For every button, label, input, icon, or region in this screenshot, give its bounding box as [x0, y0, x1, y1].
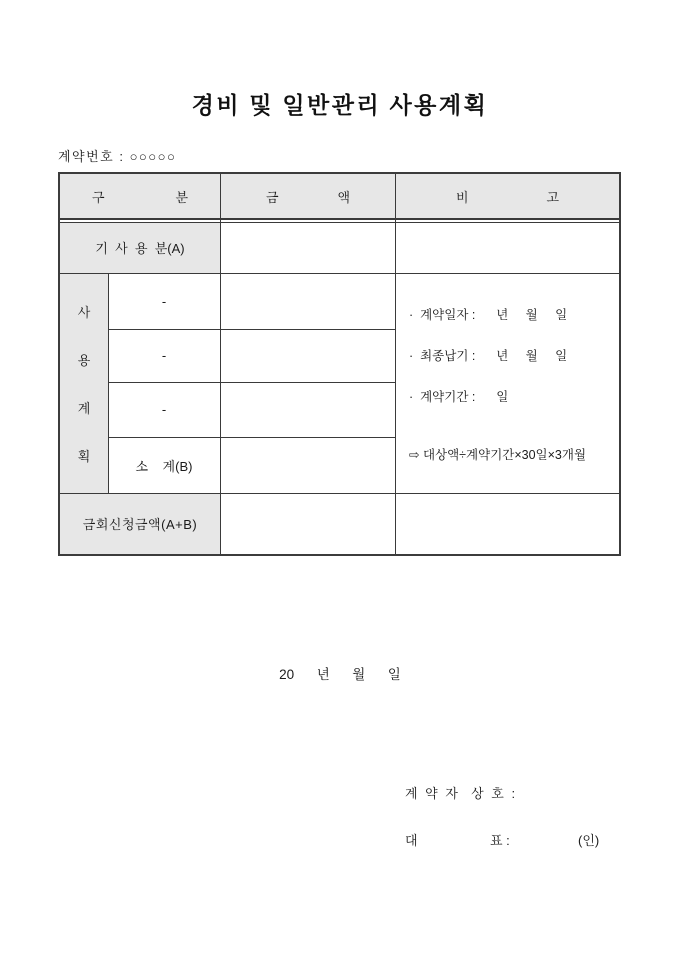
- plan-vertical-char-2: 용: [77, 352, 91, 368]
- plan-item-label-3: -: [161, 402, 167, 417]
- formula-text: 대상액÷계약기간×30일×3개월: [419, 448, 587, 462]
- remark-contract-date: · 계약일자 : 년 월 일: [409, 308, 568, 322]
- header-remarks-right: 고: [546, 189, 559, 205]
- remark-formula: [409, 445, 586, 463]
- right-arrow-icon: ⇨: [409, 448, 420, 462]
- rep-label-left: 대: [405, 833, 418, 848]
- plan-amount-cell-1: [221, 273, 395, 329]
- seal-placeholder: (인): [578, 833, 600, 848]
- used-amount-label: 기 사 용 분(A): [95, 241, 185, 256]
- plan-vertical-char-3: 계: [77, 400, 91, 416]
- subtotal-amount-cell: [221, 437, 395, 493]
- remark-contract-period: · 계약기간 : 일: [409, 390, 509, 404]
- header-category-right: 분: [175, 189, 188, 205]
- plan-item-label-2: -: [161, 348, 167, 363]
- signer-representative-line: [405, 830, 635, 848]
- total-request-label: 금회신청금액(A+B): [82, 517, 198, 532]
- subtotal-label: 소 계(B): [135, 458, 193, 474]
- remarks-merged-cell: [396, 273, 619, 493]
- plan-item-label-1: -: [161, 293, 167, 309]
- plan-vertical-char-1: 사: [77, 304, 91, 320]
- header-remarks-left: 비: [456, 189, 469, 205]
- total-remarks-cell: [396, 493, 619, 554]
- expense-plan-table: [58, 172, 621, 556]
- plan-vertical-label: [60, 273, 108, 493]
- header-double-line-top: [60, 218, 619, 220]
- contract-number: 계약번호 : ○○○○○: [58, 149, 177, 164]
- remark-final-delivery: · 최종납기 : 년 월 일: [409, 349, 568, 363]
- total-amount-cell: [221, 493, 395, 554]
- header-amount-right: 액: [337, 189, 350, 205]
- signer-company-label: 계 약 자 상 호 :: [405, 786, 518, 801]
- plan-amount-cell-3: [221, 382, 395, 437]
- plan-vertical-char-4: 획: [77, 448, 91, 464]
- used-amount-value-cell: [221, 222, 395, 273]
- document-title: 경비 및 일반관리 사용계획: [191, 93, 489, 118]
- rep-label-mid: 표 :: [490, 833, 510, 848]
- used-amount-remarks-cell: [396, 222, 619, 273]
- header-cell-amount: [221, 174, 395, 218]
- header-amount-left: 금: [266, 189, 279, 205]
- header-cell-remarks: [396, 174, 619, 218]
- header-category-left: 구: [92, 189, 105, 205]
- header-cell-category: [60, 174, 220, 218]
- plan-amount-cell-2: [221, 329, 395, 382]
- date-line: 20 년 월 일: [279, 667, 401, 682]
